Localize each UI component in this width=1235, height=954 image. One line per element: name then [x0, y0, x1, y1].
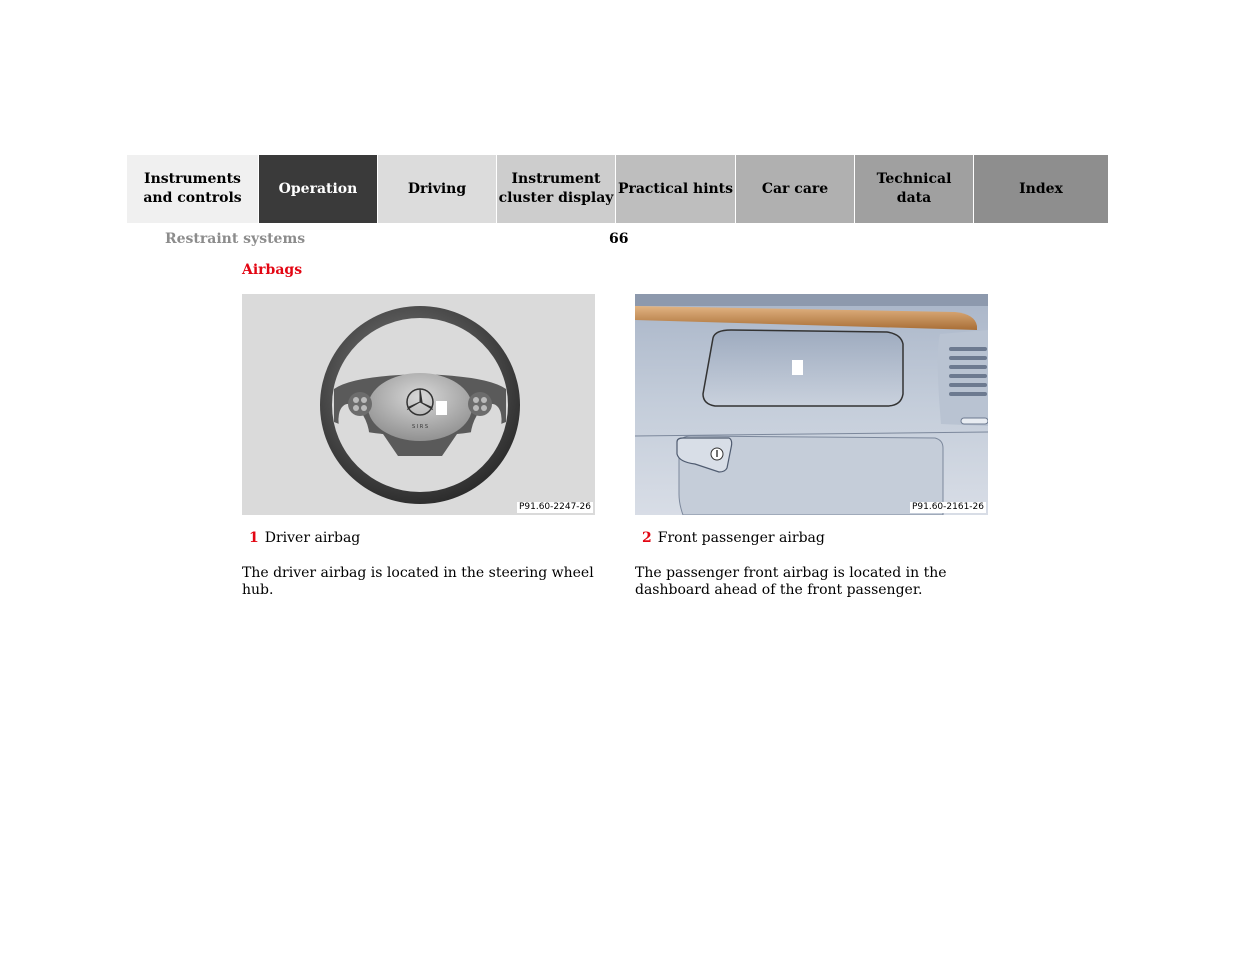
driver-airbag-text: The driver airbag is located in the steering wheel hub.	[242, 565, 594, 598]
figure-code: P91.60-2161-26	[911, 502, 984, 512]
tab-instrument-cluster-display[interactable]	[497, 155, 616, 223]
tab-index[interactable]	[974, 155, 1108, 223]
steering-wheel-illustration	[242, 294, 595, 515]
tab-label: Driving	[407, 180, 467, 197]
tab-label: Practical hints	[617, 180, 734, 197]
dashboard-figure	[635, 294, 988, 515]
tab-label: Index	[1019, 180, 1063, 197]
figure-caption	[635, 530, 825, 546]
caption-number: 2	[642, 530, 652, 546]
section-title: Restraint systems	[165, 231, 306, 247]
tab-label: Instruments and controls	[143, 171, 242, 206]
passenger-airbag-text: The passenger front airbag is located in the dashboard ahead of the front passenger.	[635, 565, 947, 598]
tab-label: Operation	[278, 180, 358, 197]
tab-label: Car care	[761, 180, 829, 197]
svg-text:S I R S: S I R S	[411, 424, 429, 430]
page-heading: Airbags	[242, 262, 303, 278]
caption-number: 1	[249, 530, 259, 546]
page-number: 66	[609, 231, 629, 247]
tab-car-care[interactable]	[736, 155, 855, 223]
caption-text: Front passenger airbag	[657, 530, 825, 546]
caption-text: Driver airbag	[264, 530, 361, 546]
tab-driving[interactable]	[378, 155, 497, 223]
figure-caption	[242, 530, 360, 546]
tab-label: Technical data	[876, 171, 952, 206]
steering-wheel-figure	[242, 294, 595, 515]
tab-operation[interactable]	[259, 155, 378, 223]
tab-instruments-and-controls[interactable]	[127, 155, 259, 223]
main-nav-tabs	[127, 155, 1108, 223]
tab-technical-data[interactable]	[855, 155, 974, 223]
tab-practical-hints[interactable]	[616, 155, 736, 223]
dashboard-illustration	[635, 294, 988, 515]
tab-label: Instrument cluster display	[498, 171, 614, 206]
figure-code: P91.60-2247-26	[518, 502, 591, 512]
